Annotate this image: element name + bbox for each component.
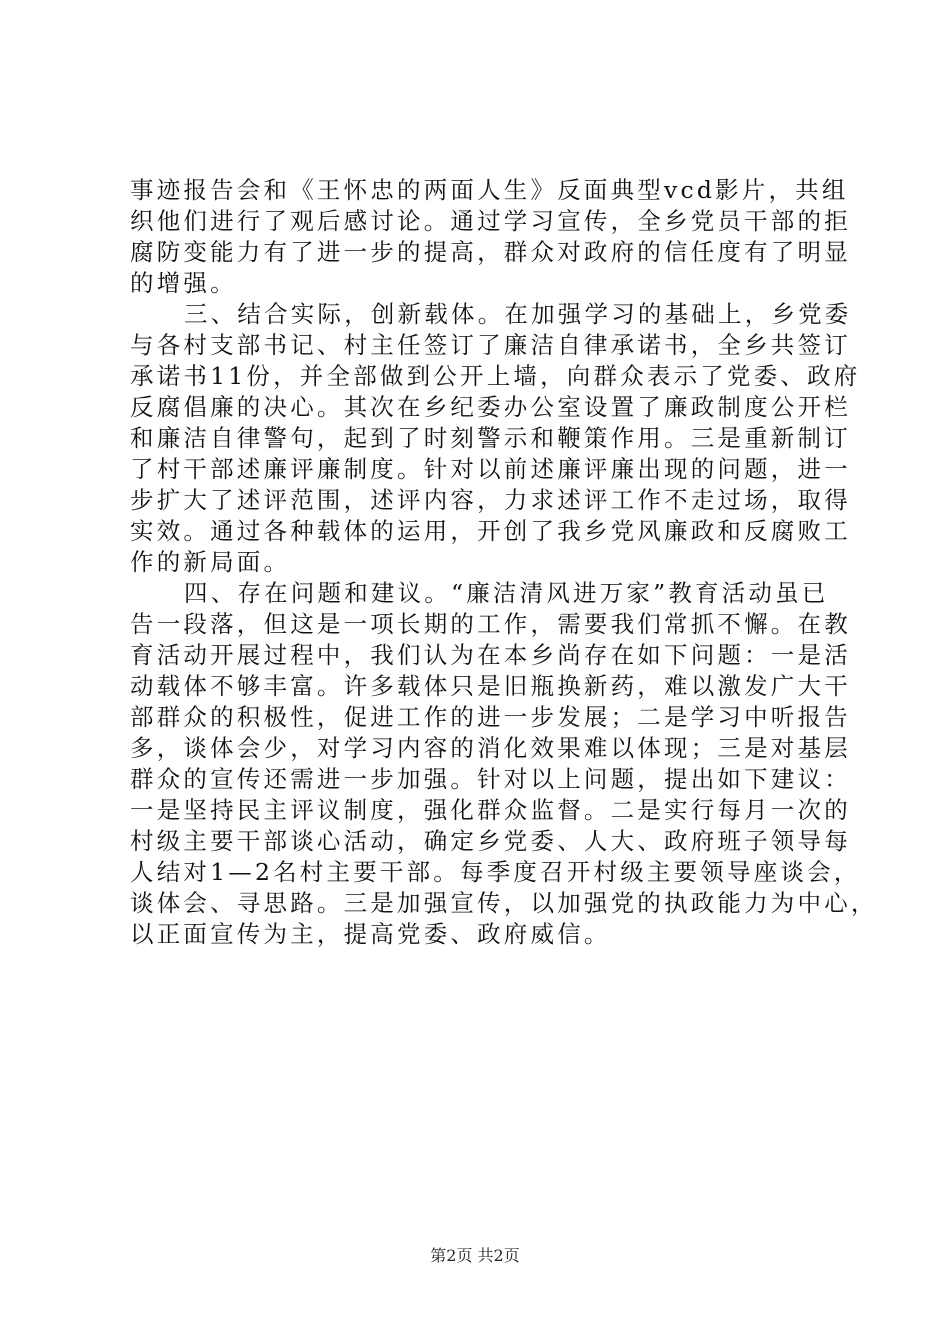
text-line: 织他们进行了观后感讨论。通过学习宣传，全乡党员干部的拒 [130, 207, 851, 235]
text-line: 谈体会、寻思路。三是加强宣传，以加强党的执政能力为中心， [130, 889, 878, 917]
text-line: 以正面宣传为主，提高党委、政府威信。 [130, 920, 611, 948]
text-line: 和廉洁自律警句，起到了时刻警示和鞭策作用。三是重新制订 [130, 424, 851, 452]
text-line: 人结对1—2名村主要干部。每季度召开村级主要领导座谈会， [130, 858, 861, 886]
text-line: 多，谈体会少，对学习内容的消化效果难以体现；三是对基层 [130, 734, 851, 762]
text-line: 作的新局面。 [130, 548, 291, 576]
paragraph-3 [130, 578, 878, 950]
text-line: 四、存在问题和建议。“廉洁清风进万家”教育活动虽已 [184, 579, 829, 607]
text-line: 群众的宣传还需进一步加强。针对以上问题，提出如下建议： [130, 765, 851, 793]
text-line: 事迹报告会和《王怀忠的两面人生》反面典型vcd影片，共组 [130, 176, 849, 204]
text-line: 村级主要干部谈心活动，确定乡党委、人大、政府班子领导每 [130, 827, 851, 855]
text-line: 的增强。 [130, 269, 237, 297]
text-line: 了村干部述廉评廉制度。针对以前述廉评廉出现的问题，进一 [130, 455, 851, 483]
text-line: 告一段落，但这是一项长期的工作，需要我们常抓不懈。在教 [130, 610, 851, 638]
text-line: 实效。通过各种载体的运用，开创了我乡党风廉政和反腐败工 [130, 517, 851, 545]
text-line: 部群众的积极性，促进工作的进一步发展；二是学习中听报告 [130, 703, 851, 731]
page-number-label: 第2页 共2页 [430, 1246, 520, 1265]
paragraph-1 [130, 175, 851, 299]
text-line: 与各村支部书记、村主任签订了廉洁自律承诺书，全乡共签订 [130, 331, 851, 359]
document-body [130, 175, 878, 950]
text-line: 腐防变能力有了进一步的提高，群众对政府的信任度有了明显 [130, 238, 851, 266]
text-line: 承诺书11份，并全部做到公开上墙，向群众表示了党委、政府 [130, 362, 861, 390]
paragraph-2 [130, 299, 861, 578]
text-line: 动载体不够丰富。许多载体只是旧瓶换新药，难以激发广大干 [130, 672, 851, 700]
text-line: 育活动开展过程中，我们认为在本乡尚存在如下问题：一是活 [130, 641, 851, 669]
page-footer [0, 1243, 950, 1266]
text-line: 一是坚持民主评议制度，强化群众监督。二是实行每月一次的 [130, 796, 851, 824]
text-line: 步扩大了述评范围，述评内容，力求述评工作不走过场，取得 [130, 486, 851, 514]
text-line: 反腐倡廉的决心。其次在乡纪委办公室设置了廉政制度公开栏 [130, 393, 851, 421]
text-line: 三、结合实际，创新载体。在加强学习的基础上，乡党委 [184, 300, 852, 328]
